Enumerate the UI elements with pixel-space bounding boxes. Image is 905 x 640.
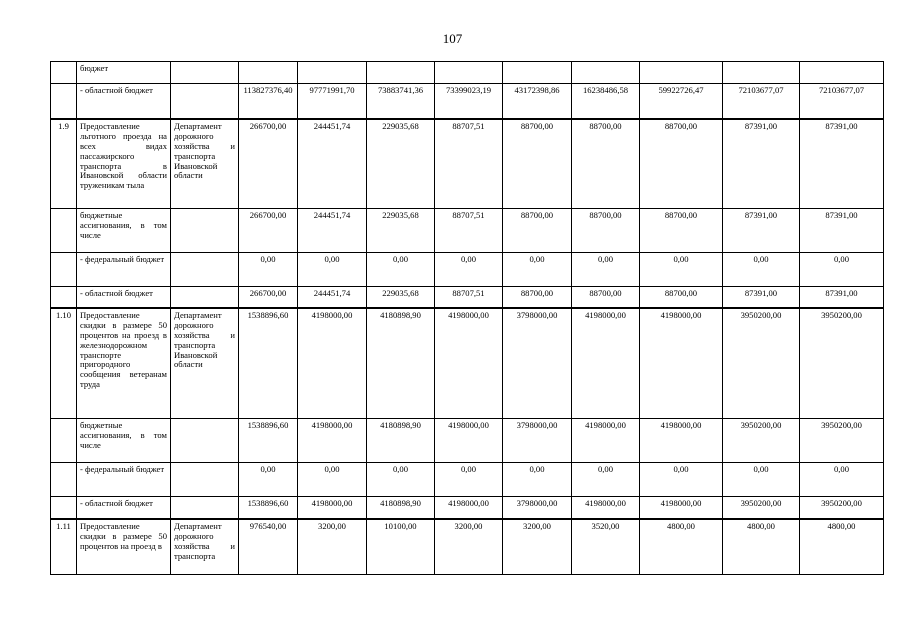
row-description-cell: - федеральный бюджет: [77, 253, 171, 287]
value-cell: 266700,00: [239, 119, 298, 209]
value-cell: 4180898,90: [367, 308, 435, 419]
value-cell: 3200,00: [435, 519, 503, 575]
value-cell: 87391,00: [723, 209, 800, 253]
value-cell: 3950200,00: [800, 497, 884, 520]
value-cell: [298, 62, 367, 84]
table-row: [51, 497, 884, 520]
value-cell: 3950200,00: [723, 419, 800, 463]
value-cell: 3200,00: [503, 519, 572, 575]
value-cell: [640, 62, 723, 84]
value-cell: 3200,00: [298, 519, 367, 575]
page-number: 107: [442, 31, 463, 46]
row-description-cell: - областной бюджет: [77, 84, 171, 120]
value-cell: 266700,00: [239, 209, 298, 253]
row-description-cell: - областной бюджет: [77, 287, 171, 309]
table-row: [51, 253, 884, 287]
value-cell: 4198000,00: [435, 308, 503, 419]
table-row: [51, 119, 884, 209]
value-cell: 87391,00: [800, 119, 884, 209]
value-cell: 4800,00: [723, 519, 800, 575]
table-row: [51, 62, 884, 84]
row-description-cell: - федеральный бюджет: [77, 463, 171, 497]
value-cell: 73399023,19: [435, 84, 503, 120]
value-cell: 88700,00: [640, 287, 723, 309]
value-cell: 0,00: [723, 463, 800, 497]
table-row: [51, 419, 884, 463]
executor-cell: [171, 209, 239, 253]
budget-table: [50, 61, 884, 575]
value-cell: 0,00: [503, 463, 572, 497]
row-index-cell: [51, 463, 77, 497]
value-cell: 4800,00: [800, 519, 884, 575]
value-cell: 72103677,07: [800, 84, 884, 120]
value-cell: 87391,00: [800, 209, 884, 253]
executor-cell: [171, 62, 239, 84]
value-cell: 0,00: [367, 253, 435, 287]
row-index-cell: 1.9: [51, 119, 77, 209]
row-description-cell: Предоставление скидки в размере 50 процентов на проезд в железнодорожном транспорте пригородного сообщения ветеранам труда: [77, 308, 171, 419]
value-cell: 4198000,00: [640, 308, 723, 419]
value-cell: 229035,68: [367, 209, 435, 253]
value-cell: [239, 62, 298, 84]
table-row: [51, 287, 884, 309]
executor-cell: Департамент дорожного хозяйства и транспорта Ивановской области: [171, 119, 239, 209]
value-cell: 88700,00: [640, 209, 723, 253]
value-cell: 88700,00: [503, 287, 572, 309]
value-cell: 0,00: [800, 463, 884, 497]
value-cell: 4180898,90: [367, 497, 435, 520]
value-cell: 976540,00: [239, 519, 298, 575]
row-index-cell: [51, 62, 77, 84]
value-cell: 4198000,00: [435, 497, 503, 520]
row-index-cell: [51, 84, 77, 120]
value-cell: 229035,68: [367, 287, 435, 309]
value-cell: [572, 62, 640, 84]
value-cell: 229035,68: [367, 119, 435, 209]
value-cell: 0,00: [800, 253, 884, 287]
value-cell: 266700,00: [239, 287, 298, 309]
value-cell: 88700,00: [572, 119, 640, 209]
value-cell: 0,00: [640, 253, 723, 287]
value-cell: [367, 62, 435, 84]
value-cell: 3798000,00: [503, 497, 572, 520]
value-cell: 0,00: [503, 253, 572, 287]
value-cell: [800, 62, 884, 84]
value-cell: 0,00: [239, 253, 298, 287]
table-row: [51, 463, 884, 497]
value-cell: 113827376,40: [239, 84, 298, 120]
value-cell: 0,00: [435, 253, 503, 287]
value-cell: 97771991,70: [298, 84, 367, 120]
value-cell: 4198000,00: [435, 419, 503, 463]
row-index-cell: [51, 497, 77, 520]
value-cell: 244451,74: [298, 209, 367, 253]
value-cell: 4198000,00: [298, 497, 367, 520]
value-cell: [723, 62, 800, 84]
value-cell: 4198000,00: [640, 497, 723, 520]
value-cell: 4800,00: [640, 519, 723, 575]
value-cell: 72103677,07: [723, 84, 800, 120]
value-cell: 16238486,58: [572, 84, 640, 120]
row-index-cell: [51, 287, 77, 309]
value-cell: 0,00: [435, 463, 503, 497]
value-cell: 4198000,00: [298, 308, 367, 419]
value-cell: 3798000,00: [503, 308, 572, 419]
value-cell: 88707,51: [435, 287, 503, 309]
value-cell: 1538896,60: [239, 497, 298, 520]
value-cell: 0,00: [298, 253, 367, 287]
table-row: [51, 308, 884, 419]
value-cell: 3950200,00: [723, 308, 800, 419]
value-cell: 0,00: [298, 463, 367, 497]
value-cell: 0,00: [640, 463, 723, 497]
value-cell: 43172398,86: [503, 84, 572, 120]
value-cell: 4198000,00: [572, 308, 640, 419]
value-cell: 1538896,60: [239, 419, 298, 463]
value-cell: 244451,74: [298, 287, 367, 309]
value-cell: 244451,74: [298, 119, 367, 209]
value-cell: 4198000,00: [572, 419, 640, 463]
table-row: [51, 209, 884, 253]
value-cell: 4198000,00: [640, 419, 723, 463]
executor-cell: [171, 419, 239, 463]
value-cell: 3950200,00: [723, 497, 800, 520]
value-cell: 3950200,00: [800, 308, 884, 419]
executor-cell: [171, 463, 239, 497]
row-index-cell: 1.11: [51, 519, 77, 575]
row-description-cell: бюджетные ассигнования, в том числе: [77, 419, 171, 463]
value-cell: 88707,51: [435, 209, 503, 253]
value-cell: 4198000,00: [572, 497, 640, 520]
value-cell: 3520,00: [572, 519, 640, 575]
row-index-cell: [51, 209, 77, 253]
row-description-cell: бюджетные ассигнования, в том числе: [77, 209, 171, 253]
value-cell: 4198000,00: [298, 419, 367, 463]
value-cell: 87391,00: [723, 119, 800, 209]
value-cell: 0,00: [239, 463, 298, 497]
row-index-cell: [51, 419, 77, 463]
value-cell: 3798000,00: [503, 419, 572, 463]
table-row: [51, 84, 884, 120]
executor-cell: [171, 287, 239, 309]
value-cell: 0,00: [572, 253, 640, 287]
value-cell: 87391,00: [723, 287, 800, 309]
executor-cell: [171, 84, 239, 120]
row-description-cell: Предоставление скидки в размере 50 процентов на проезд в: [77, 519, 171, 575]
value-cell: [503, 62, 572, 84]
value-cell: 88707,51: [435, 119, 503, 209]
row-description-cell: бюджет: [77, 62, 171, 84]
value-cell: 0,00: [572, 463, 640, 497]
value-cell: 0,00: [367, 463, 435, 497]
value-cell: 88700,00: [640, 119, 723, 209]
value-cell: 88700,00: [503, 119, 572, 209]
value-cell: 59922726,47: [640, 84, 723, 120]
value-cell: 88700,00: [572, 287, 640, 309]
value-cell: 10100,00: [367, 519, 435, 575]
value-cell: 1538896,60: [239, 308, 298, 419]
value-cell: 88700,00: [503, 209, 572, 253]
row-description-cell: - областной бюджет: [77, 497, 171, 520]
value-cell: 0,00: [723, 253, 800, 287]
row-index-cell: 1.10: [51, 308, 77, 419]
executor-cell: [171, 253, 239, 287]
value-cell: 4180898,90: [367, 419, 435, 463]
executor-cell: [171, 497, 239, 520]
value-cell: [435, 62, 503, 84]
value-cell: 73883741,36: [367, 84, 435, 120]
value-cell: 3950200,00: [800, 419, 884, 463]
row-index-cell: [51, 253, 77, 287]
row-description-cell: Предоставление льготного проезда на всех видах пассажирского транспорта в Ивановской области труженикам тыла: [77, 119, 171, 209]
executor-cell: Департамент дорожного хозяйства и транспорта: [171, 519, 239, 575]
value-cell: 88700,00: [572, 209, 640, 253]
executor-cell: Департамент дорожного хозяйства и транспорта Ивановской области: [171, 308, 239, 419]
value-cell: 87391,00: [800, 287, 884, 309]
table-row: [51, 519, 884, 575]
